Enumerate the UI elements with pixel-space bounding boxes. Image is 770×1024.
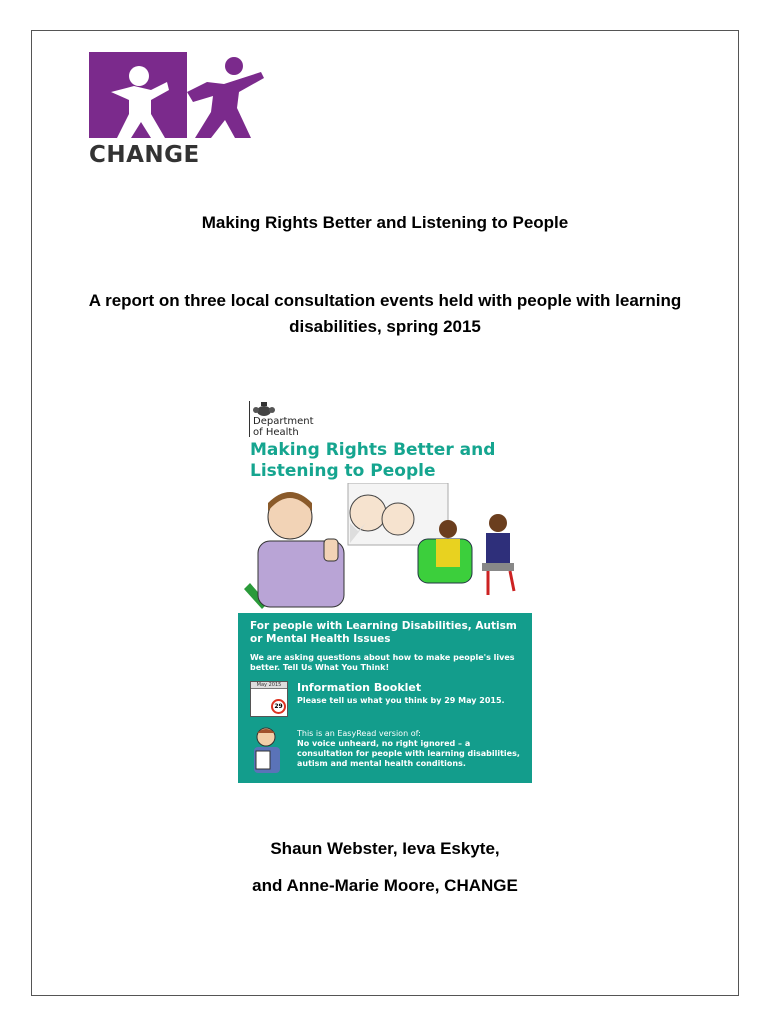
change-logo-text: CHANGE: [89, 142, 200, 168]
original-consultation-title: No voice unheard, no right ignored – a consultation for people with learning disabilities, autism and mental health conditions.: [297, 739, 520, 768]
deadline-text: Please tell us what you think by 29 May 2015.: [297, 696, 505, 705]
audience-heading: For people with Learning Disabilities, Autism or Mental Health Issues: [250, 620, 517, 645]
authors-line-2: and Anne-Marie Moore, CHANGE: [252, 876, 518, 895]
deadline-day-circle: 29: [271, 699, 286, 714]
reading-person-icon: [248, 725, 288, 773]
cover-info-panel: [238, 613, 532, 783]
change-logo: [89, 52, 269, 170]
cover-top-section: [238, 395, 532, 613]
department-divider: [249, 401, 250, 437]
calendar-icon: May 2015 29: [250, 681, 288, 717]
booklet-cover-image: [238, 395, 532, 783]
department-name: Department of Health: [253, 416, 314, 438]
people-illustration-icon: [238, 483, 532, 611]
report-title: Making Rights Better and Listening to People: [201, 213, 569, 232]
booklet-label: Information Booklet: [297, 681, 422, 694]
consultation-ask: We are asking questions about how to make people's lives better. Tell Us What You Think!: [250, 653, 515, 672]
royal-crest-icon: [252, 401, 276, 417]
easyread-note: This is an EasyRead version of:: [297, 729, 421, 738]
cover-title: Making Rights Better and Listening to People: [250, 440, 496, 481]
authors-line-1: Shaun Webster, Ieva Eskyte,: [270, 839, 500, 858]
report-subtitle: A report on three local consultation events held with people with learning disabilities, spring 2015: [88, 291, 682, 336]
change-logo-figures-icon: [89, 52, 264, 138]
